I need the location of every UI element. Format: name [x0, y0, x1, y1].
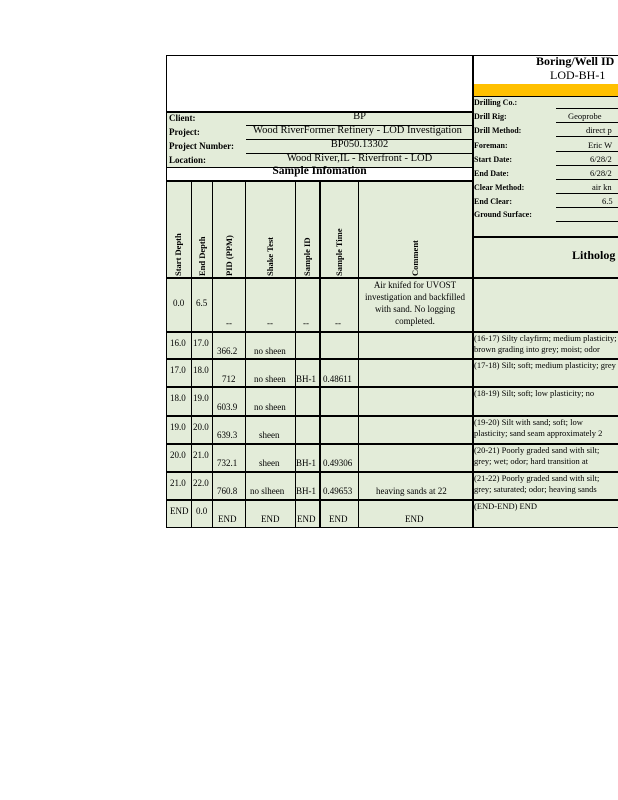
client-label: Client: — [169, 113, 196, 123]
end-clear-label: End Clear: — [474, 197, 512, 206]
lithology: (20-21) Poorly graded sand with silt; grey; wet; odor; hard transition at — [474, 445, 600, 466]
col-pid: PID (PPM) — [224, 235, 234, 276]
drill-method-value: direct p — [586, 125, 612, 135]
sample-id: -- — [303, 318, 309, 328]
lithology: (17-18) Silt; soft; medium plasticity; grey — [474, 360, 616, 370]
lithology: (19-20) Silt with sand; soft; low plasticity; sand seam approximately 2 — [474, 417, 603, 438]
column-header-fill — [167, 182, 618, 277]
project-row — [167, 126, 472, 140]
drill-rig-label: Drill Rig: — [474, 112, 507, 121]
pid: 603.9 — [217, 402, 238, 412]
end-date-value: 6/28/2 — [590, 168, 612, 178]
pid: 760.8 — [217, 486, 238, 496]
col-comment: Comment — [410, 240, 420, 276]
shake-test: sheen — [259, 458, 280, 468]
start-depth: 18.0 — [170, 393, 186, 403]
end-depth: 22.0 — [193, 478, 209, 488]
end-depth: 20.0 — [193, 422, 209, 432]
col-sample-id: Sample ID — [302, 237, 312, 276]
pid: 712 — [222, 374, 236, 384]
sample-info-title: Sample Infomation — [272, 165, 367, 177]
lithology-title: Litholog — [572, 248, 616, 262]
pid: 639.3 — [217, 430, 238, 440]
end-depth: 17.0 — [193, 338, 209, 348]
comment: Air knifed for UVOST investigation and backfilled with sand. No logging completed. — [365, 280, 465, 326]
shake-test: no sheen — [254, 346, 286, 356]
pid: 366.2 — [217, 346, 238, 356]
sample-time: 0.49306 — [323, 458, 353, 468]
drill-method-label: Drill Method: — [474, 126, 522, 135]
sample-id: BH-1 — [296, 374, 316, 384]
start-depth: 20.0 — [170, 450, 186, 460]
sample-time: END — [329, 514, 348, 524]
shake-test: no sheen — [254, 374, 286, 384]
sample-time: 0.49653 — [323, 486, 353, 496]
sample-time: -- — [335, 318, 341, 328]
lithology: (16-17) Silty clayfirm; medium plasticity; brown grading into grey; moist; odor — [474, 333, 617, 354]
start-depth: 16.0 — [170, 338, 186, 348]
sample-id: END — [297, 514, 316, 524]
start-date-value: 6/28/2 — [590, 154, 612, 164]
foreman-label: Foreman: — [474, 141, 508, 150]
end-depth: 21.0 — [193, 450, 209, 460]
client-row — [167, 112, 472, 126]
project-number-row — [167, 140, 472, 154]
location-label: Location: — [169, 155, 206, 165]
start-date-label: Start Date: — [474, 155, 512, 164]
clear-method-value: air kn — [592, 182, 612, 192]
shake-test: -- — [267, 318, 273, 328]
shake-test: END — [261, 514, 280, 524]
col-shake-test: Shake Test — [265, 237, 275, 276]
col-start-depth: Start Depth — [173, 233, 183, 276]
drill-rig-value: Geoprobe — [568, 111, 602, 121]
start-depth: END — [170, 506, 189, 516]
sample-id: BH-1 — [296, 458, 316, 468]
ground-surface-label: Ground Surface: — [474, 210, 532, 219]
drilling-co-label: Drilling Co.: — [474, 98, 518, 107]
pid: END — [218, 514, 237, 524]
start-depth: 21.0 — [170, 478, 186, 488]
project-number-label: Project Number: — [169, 141, 235, 151]
lithology: (18-19) Silt; soft; low plasticity; no — [474, 388, 595, 398]
end-date-label: End Date: — [474, 169, 509, 178]
comment: heaving sands at 22 — [376, 486, 447, 496]
project-label: Project: — [169, 127, 200, 137]
lithology: (END-END) END — [474, 501, 538, 511]
sample-time: 0.48611 — [323, 374, 352, 384]
location-value: Wood River,IL - Riverfront - LOD — [286, 153, 433, 164]
start-depth: 17.0 — [170, 365, 186, 375]
comment: END — [405, 514, 424, 524]
col-sample-time: Sample Time — [334, 228, 344, 276]
pid: 732.1 — [217, 458, 238, 468]
sample-id: BH-1 — [296, 486, 316, 496]
end-depth: 0.0 — [196, 506, 208, 516]
lithology: (21-22) Poorly graded sand with silt; grey; saturated; odor; heaving sands — [474, 473, 600, 494]
start-depth: 19.0 — [170, 422, 186, 432]
start-depth: 0.0 — [173, 298, 185, 308]
end-depth: 19.0 — [193, 393, 209, 403]
clear-method-label: Clear Method: — [474, 183, 525, 192]
drilling-co-value — [548, 97, 618, 107]
end-depth: 6.5 — [196, 298, 208, 308]
project-value: Wood RiverFormer Refinery - LOD Investigation — [253, 125, 462, 136]
client-value: BP — [353, 111, 366, 122]
shake-test: sheen — [259, 430, 280, 440]
project-number-value: BP050.13302 — [330, 139, 389, 150]
col-end-depth: End Depth — [197, 236, 207, 276]
accent-bar — [473, 84, 618, 96]
boring-id-value: LOD-BH-1 — [550, 68, 606, 82]
pid: -- — [226, 318, 232, 328]
end-depth: 18.0 — [193, 365, 209, 375]
shake-test: no slheen — [250, 486, 285, 496]
foreman-value: Eric W — [588, 140, 613, 150]
shake-test: no sheen — [254, 402, 286, 412]
end-clear-value: 6.5 — [602, 196, 613, 206]
boring-id-title: Boring/Well ID — [536, 54, 615, 68]
